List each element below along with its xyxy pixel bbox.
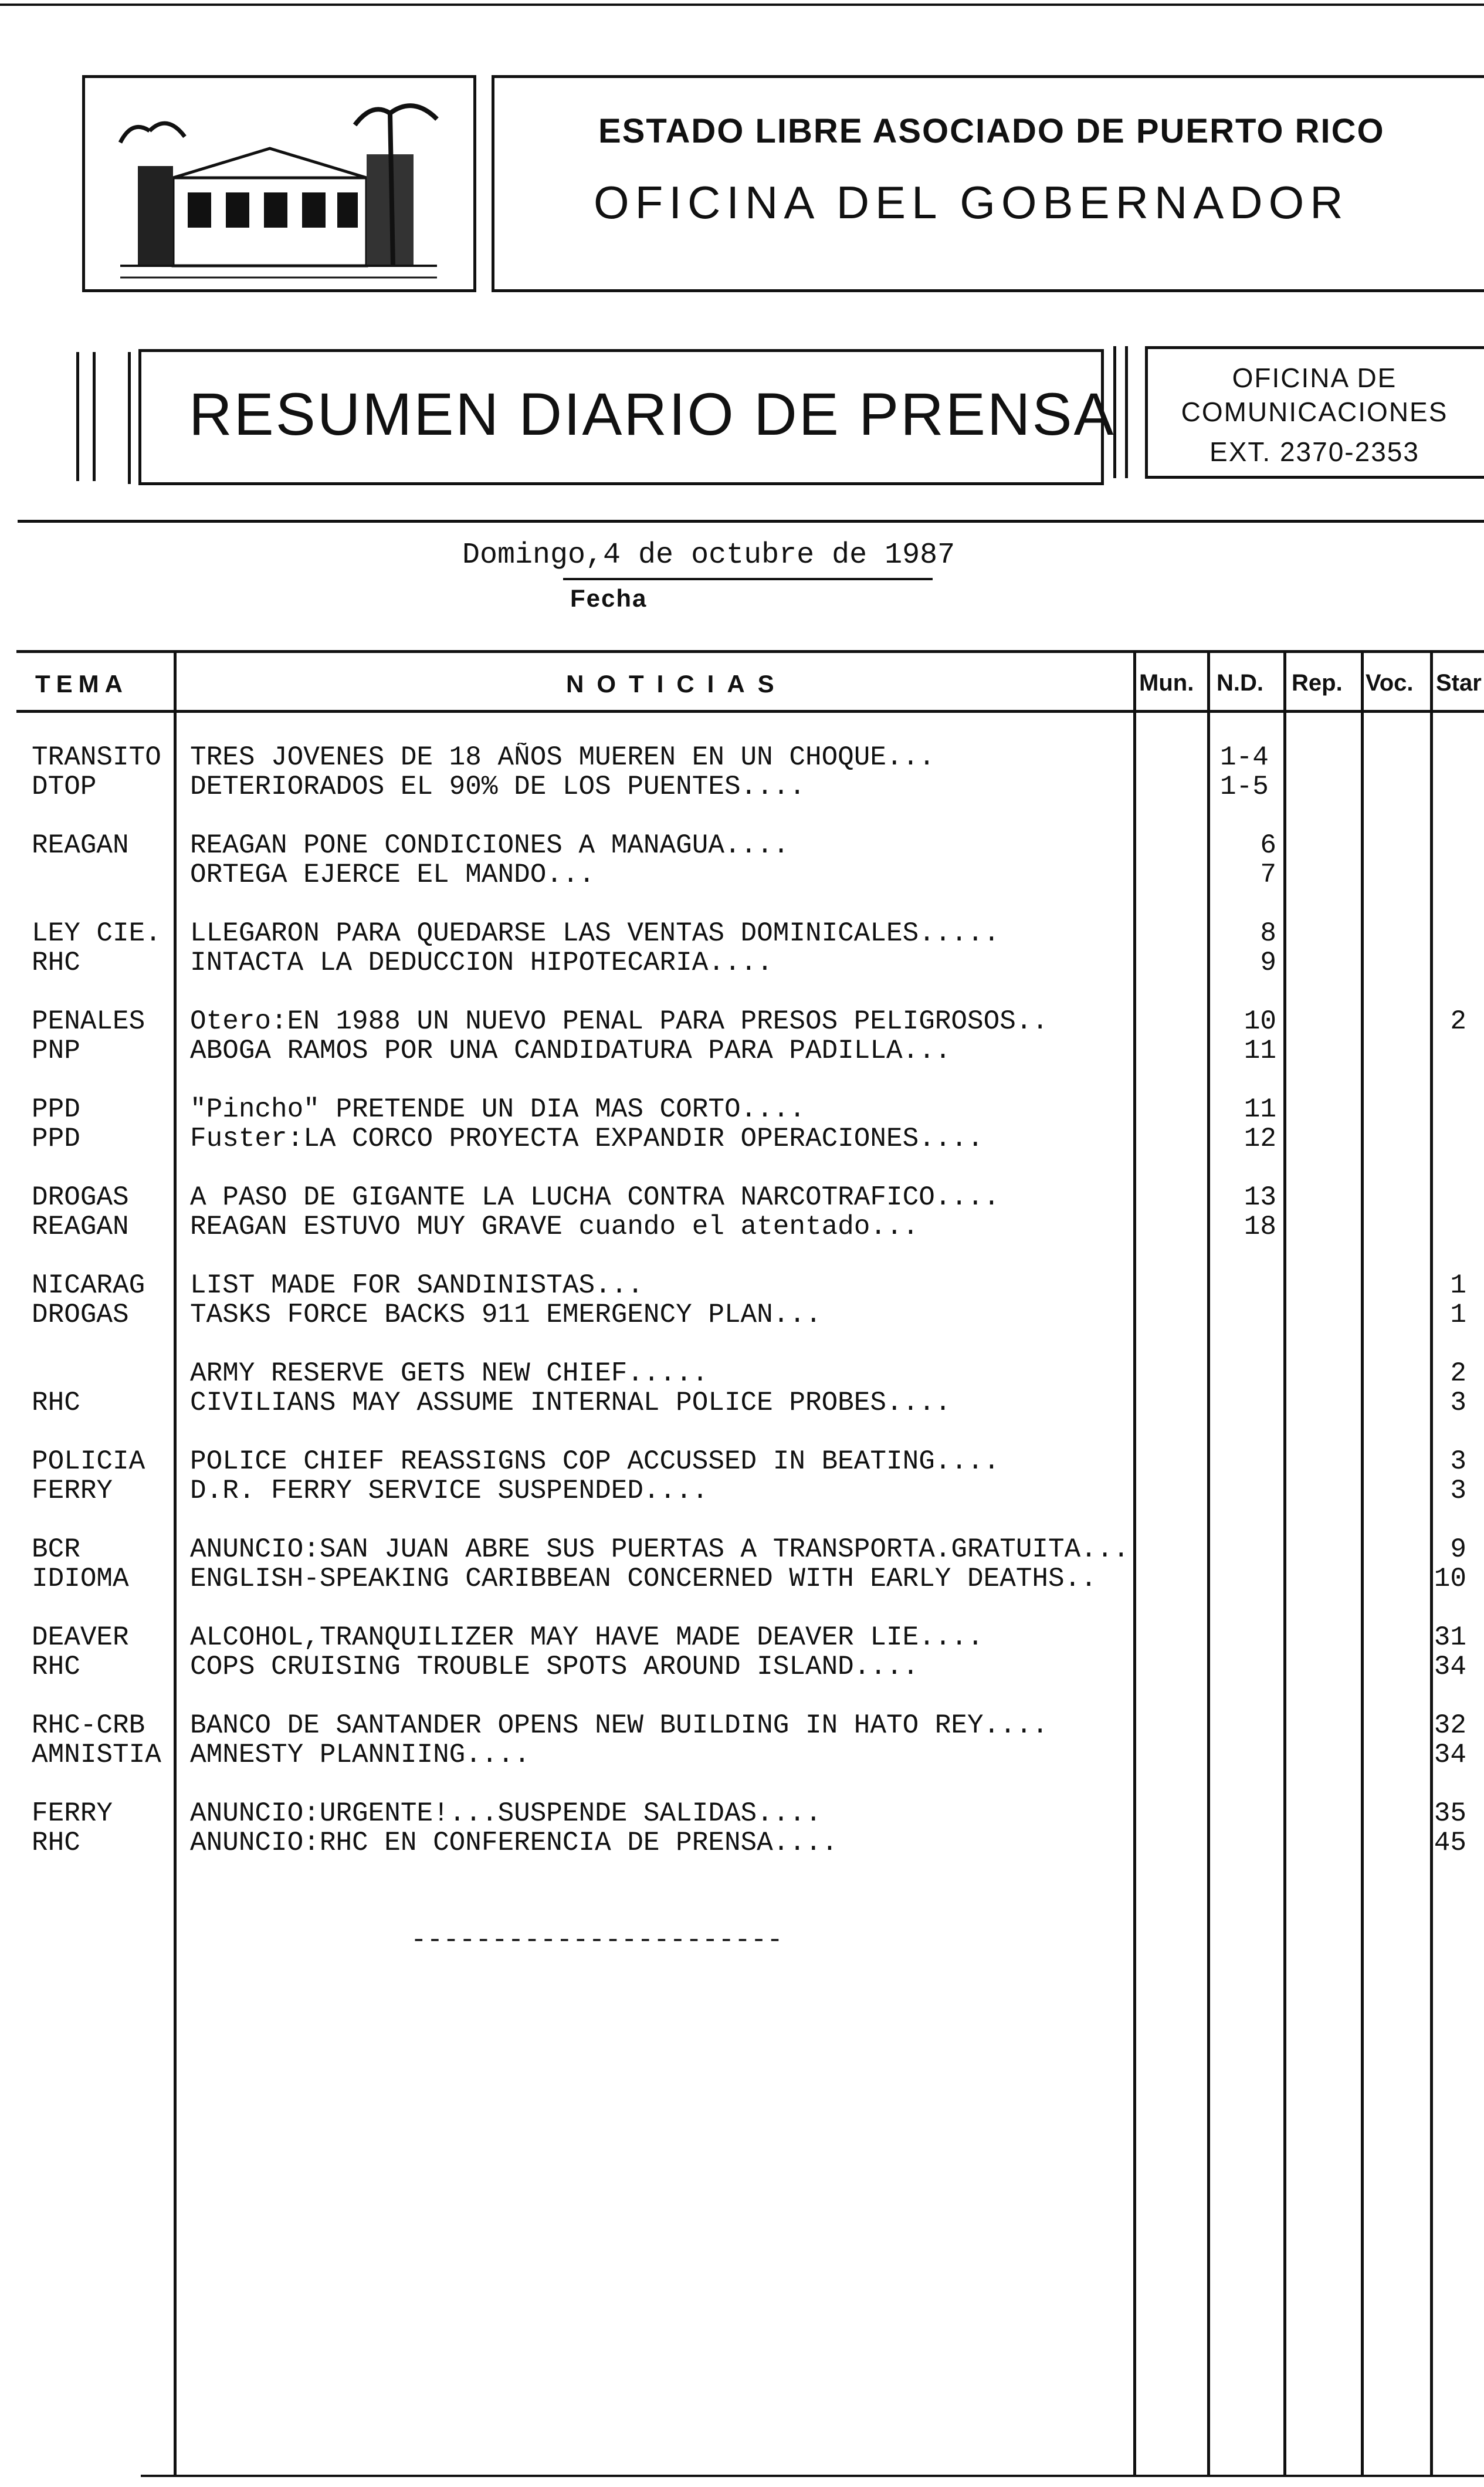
row-star: 2 [1450,1358,1466,1389]
row-star: 34 [1434,1652,1466,1682]
row-noticia: Fuster:LA CORCO PROYECTA EXPANDIR OPERACIONES.... [190,1124,984,1153]
col-header-nd: N.D. [1217,670,1263,696]
row-tema: NICARAG [32,1271,145,1300]
col-header-voc: Voc. [1366,670,1414,696]
row-star: 31 [1434,1622,1466,1653]
row-tema: DROGAS [32,1183,129,1212]
left-box-bar [128,352,131,484]
row-nd: 7 [1260,860,1276,890]
row-noticia: "Pincho" PRETENDE UN DIA MAS CORTO.... [190,1095,805,1124]
col-header-rep: Rep. [1292,670,1343,696]
row-tema: PENALES [32,1007,145,1036]
header-estado-libre: ESTADO LIBRE ASOCIADO DE PUERTO RICO [598,112,1385,150]
col-header-star: Star [1436,670,1482,696]
row-noticia: COPS CRUISING TROUBLE SPOTS AROUND ISLAND.... [190,1652,919,1681]
comunicaciones-info [1145,361,1484,469]
row-noticia: BANCO DE SANTANDER OPENS NEW BUILDING IN HATO REY.... [190,1711,1049,1740]
row-star: 2 [1450,1006,1466,1037]
row-tema: DTOP [32,772,97,801]
row-noticia: ARMY RESERVE GETS NEW CHIEF..... [190,1359,709,1388]
comms-line-1: OFICINA DE [1232,363,1397,393]
row-tema: RHC [32,1652,80,1681]
row-noticia: LIST MADE FOR SANDINISTAS... [190,1271,643,1300]
col-divider-nd [1283,650,1286,2476]
row-noticia: ABOGA RAMOS POR UNA CANDIDATURA PARA PADILLA... [190,1036,951,1065]
row-nd: 8 [1260,918,1276,949]
row-nd: 9 [1260,948,1276,978]
row-noticia: ANUNCIO:RHC EN CONFERENCIA DE PRENSA.... [190,1828,838,1857]
comms-line-2: COMUNICACIONES [1181,397,1448,427]
row-noticia: REAGAN ESTUVO MUY GRAVE cuando el atentado... [190,1212,919,1241]
row-tema: PNP [32,1036,80,1065]
row-noticia: D.R. FERRY SERVICE SUSPENDED.... [190,1476,709,1505]
row-noticia: Otero:EN 1988 UN NUEVO PENAL PARA PRESOS PELIGROSOS.. [190,1007,1049,1036]
row-noticia: TASKS FORCE BACKS 911 EMERGENCY PLAN... [190,1300,822,1329]
row-star: 1 [1450,1300,1466,1330]
row-nd: 11 [1244,1094,1276,1125]
col-divider-tema [174,650,177,2476]
row-star: 32 [1434,1710,1466,1741]
row-tema: IDIOMA [32,1564,129,1593]
row-star: 45 [1434,1828,1466,1858]
col-header-noticias: NOTICIAS [566,670,787,698]
row-noticia: ANUNCIO:SAN JUAN ABRE SUS PUERTAS A TRANSPORTA.GRATUITA... [190,1535,1130,1564]
top-edge-line [0,4,1484,6]
row-tema: RHC [32,948,80,977]
col-divider-rep [1361,650,1364,2476]
row-noticia: REAGAN PONE CONDICIONES A MANAGUA.... [190,831,790,860]
row-tema: RHC [32,1388,80,1417]
row-star: 10 [1434,1564,1466,1594]
date-label: Fecha [570,584,648,612]
resumen-diario-title: RESUMEN DIARIO DE PRENSA [189,381,1116,448]
left-double-bar-inner [93,352,96,481]
row-tema: TRANSITO [32,743,161,772]
logo-box [82,75,476,292]
row-noticia: INTACTA LA DEDUCCION HIPOTECARIA.... [190,948,773,977]
row-tema: REAGAN [32,831,129,860]
row-tema: LEY CIE. [32,919,161,948]
fortaleza-building-icon [85,78,472,288]
row-nd: 12 [1244,1124,1276,1154]
row-noticia: LLEGARON PARA QUEDARSE LAS VENTAS DOMINICALES..... [190,919,1000,948]
end-separator: ----------------------- [411,1925,783,1955]
row-star: 35 [1434,1798,1466,1829]
row-noticia: DETERIORADOS EL 90% DE LOS PUENTES.... [190,772,805,801]
row-nd: 10 [1244,1006,1276,1037]
row-nd: 13 [1244,1182,1276,1213]
row-star: 1 [1450,1270,1466,1301]
table-bottom-border [141,2475,1484,2477]
table-header-border [16,710,1484,713]
row-tema: FERRY [32,1476,113,1505]
row-star: 3 [1450,1388,1466,1418]
row-tema: REAGAN [32,1212,129,1241]
row-star: 3 [1450,1446,1466,1477]
row-tema: RHC-CRB [32,1711,145,1740]
row-noticia: POLICE CHIEF REASSIGNS COP ACCUSSED IN BEATING.... [190,1447,1000,1476]
row-tema: FERRY [32,1799,113,1828]
date-underline [563,578,933,580]
row-noticia: A PASO DE GIGANTE LA LUCHA CONTRA NARCOTRAFICO.... [190,1183,1000,1212]
row-tema: PPD [32,1095,80,1124]
row-noticia: ENGLISH-SPEAKING CARIBBEAN CONCERNED WITH EARLY DEATHS.. [190,1564,1097,1593]
row-noticia: CIVILIANS MAY ASSUME INTERNAL POLICE PROBES.... [190,1388,951,1417]
date-value: Domingo,4 de octubre de 1987 [462,539,956,572]
header-divider [18,520,1484,523]
row-noticia: TRES JOVENES DE 18 AÑOS MUEREN EN UN CHOQUE... [190,743,935,772]
table-top-border [16,650,1484,653]
row-nd: 1-4 [1220,742,1269,773]
row-tema: PPD [32,1124,80,1153]
row-star: 9 [1450,1534,1466,1565]
header-oficina-gobernador: OFICINA DEL GOBERNADOR [594,177,1349,228]
row-star: 34 [1434,1740,1466,1770]
row-noticia: ALCOHOL,TRANQUILIZER MAY HAVE MADE DEAVER LIE.... [190,1623,984,1652]
row-tema: DEAVER [32,1623,129,1652]
row-tema: AMNISTIA [32,1740,161,1769]
row-nd: 6 [1260,830,1276,861]
row-tema: DROGAS [32,1300,129,1329]
row-nd: 1-5 [1220,772,1269,802]
left-double-bar-outer [76,352,79,481]
row-star: 3 [1450,1476,1466,1506]
right-box-bar-2 [1125,346,1128,478]
row-nd: 18 [1244,1212,1276,1242]
comms-line-3: EXT. 2370-2353 [1209,437,1419,467]
col-header-tema: TEMA [35,670,128,698]
row-tema: POLICIA [32,1447,145,1476]
row-noticia: ANUNCIO:URGENTE!...SUSPENDE SALIDAS.... [190,1799,822,1828]
row-noticia: AMNESTY PLANNIING.... [190,1740,530,1769]
row-tema: RHC [32,1828,80,1857]
row-noticia: ORTEGA EJERCE EL MANDO... [190,860,595,889]
row-tema: BCR [32,1535,80,1564]
row-nd: 11 [1244,1036,1276,1066]
col-header-mun: Mun. [1139,670,1194,696]
